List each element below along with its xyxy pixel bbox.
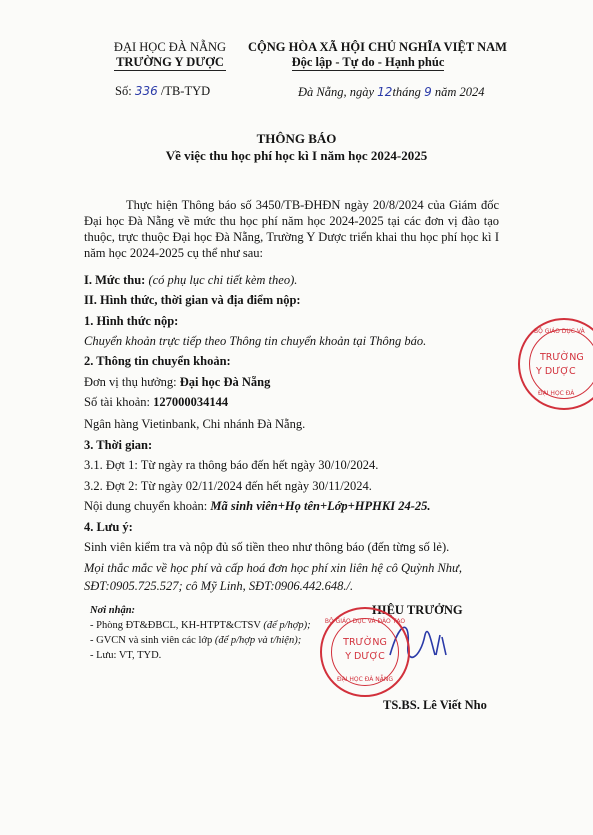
recipient-2: - GVCN và sinh viên các lớp (để p/hợp và t/hiện); [90, 635, 302, 646]
recipients-heading: Nơi nhận: [90, 605, 136, 616]
handwritten-number: 336 [134, 84, 158, 98]
parent-org: ĐẠI HỌC ĐÀ NẴNG [113, 40, 227, 54]
margin-seal-center-2: Y DƯỢC [536, 366, 576, 377]
payment-method-text: Chuyển khoản trực tiếp theo Thông tin chuyển khoản tại Thông báo. [84, 334, 427, 348]
issuing-school: TRƯỜNG Y DƯỢC [116, 55, 224, 69]
motto: Độc lập - Tự do - Hạnh phúc [291, 55, 445, 69]
handwritten-day: 12 [377, 85, 393, 99]
payment-method-heading: 1. Hình thức nộp: [84, 314, 179, 328]
margin-seal-ring-bottom: ĐẠI HỌC ĐÀ [538, 390, 575, 397]
document-date: Đà Nẵng, ngày 12tháng 9 năm 2024 [298, 85, 485, 99]
handwritten-month: 9 [424, 85, 432, 99]
transfer-info-heading: 2. Thông tin chuyển khoản: [84, 354, 231, 368]
account-line: Số tài khoản: 127000034144 [84, 395, 229, 409]
account-number: 127000034144 [153, 395, 229, 409]
notes-heading: 4. Lưu ý: [84, 520, 133, 534]
margin-seal-partial [518, 318, 593, 410]
document-number: Số: 336 /TB-TYD [115, 84, 211, 98]
official-seal [320, 607, 410, 697]
time-heading: 3. Thời gian: [84, 438, 153, 452]
note-2-line-1: Mọi thắc mắc về học phí và cấp hoá đơn học phí xin liên hệ cô Quỳnh Như, [84, 561, 462, 575]
recipient-1: - Phòng ĐT&ĐBCL, KH-HTPT&CTSV (để p/hợp); [90, 620, 311, 631]
margin-seal-center-1: TRƯỜNG [540, 352, 584, 363]
document-subtitle: Về việc thu học phí học kì I năm học 2024-2025 [165, 148, 428, 163]
seal-center-line-1: TRƯỜNG [343, 637, 387, 648]
bank-line: Ngân hàng Vietinbank, Chi nhánh Đà Nẵng. [84, 417, 306, 431]
document-title: THÔNG BÁO [256, 131, 337, 146]
transfer-content-line: Nội dung chuyển khoản: Mã sinh viên+Họ tên+Lớp+HPHKI 24-25. [84, 499, 431, 513]
country-name: CỘNG HÒA XÃ HỘI CHỦ NGHĨA VIỆT NAM [248, 40, 507, 54]
transfer-content-value: Mã sinh viên+Họ tên+Lớp+HPHKI 24-25. [210, 499, 431, 513]
seal-ring-bottom: ĐẠI HỌC ĐÀ NẴNG [336, 676, 394, 683]
section-payment-heading: II. Hình thức, thời gian và địa điểm nộp: [84, 293, 301, 307]
seal-ring-top: BỘ GIÁO DỤC VÀ ĐÀO TẠO [324, 618, 406, 625]
section-fee-level: I. Mức thu: (có phụ lục chi tiết kèm theo). [84, 273, 298, 287]
note-1: Sinh viên kiểm tra và nộp đủ số tiền theo như thông báo (đến từng số lẻ). [84, 540, 450, 554]
recipient-3: - Lưu: VT, TYD. [90, 650, 162, 661]
intro-paragraph: Thực hiện Thông báo số 3450/TB-ĐHĐN ngày 20/8/2024 của Giám đốc Đại học Đà Nẵng về mức thu học phí năm học 2024-2025 tại các đơn vị đào tạo thuộc, trực thuộc Đại học Đà Nẵng, Trường Y Dược triển khai thu học phí học kì I năm học 2024-2025 cụ thể như sau: [84, 198, 499, 260]
period-2: 3.2. Đợt 2: Từ ngày 02/11/2024 đến hết ngày 30/11/2024. [84, 479, 372, 493]
signer-title: HIỆU TRƯỞNG [372, 603, 463, 617]
issuer-block [100, 40, 240, 71]
note-2-line-2: SĐT:0905.725.527; cô Mỹ Linh, SĐT:0906.442.648./. [84, 579, 354, 593]
seal-center-line-2: Y DƯỢC [345, 651, 385, 662]
national-motto-block [248, 40, 507, 71]
signer-name: TS.BS. Lê Viết Nho [383, 698, 487, 712]
margin-seal-ring-top: BỘ GIÁO DỤC VÀ [534, 328, 585, 335]
beneficiary-name: Đại học Đà Nẵng [179, 375, 271, 389]
period-1: 3.1. Đợt 1: Từ ngày ra thông báo đến hết ngày 30/10/2024. [84, 458, 379, 472]
beneficiary-line: Đơn vị thụ hưởng: Đại học Đà Nẵng [84, 375, 271, 389]
